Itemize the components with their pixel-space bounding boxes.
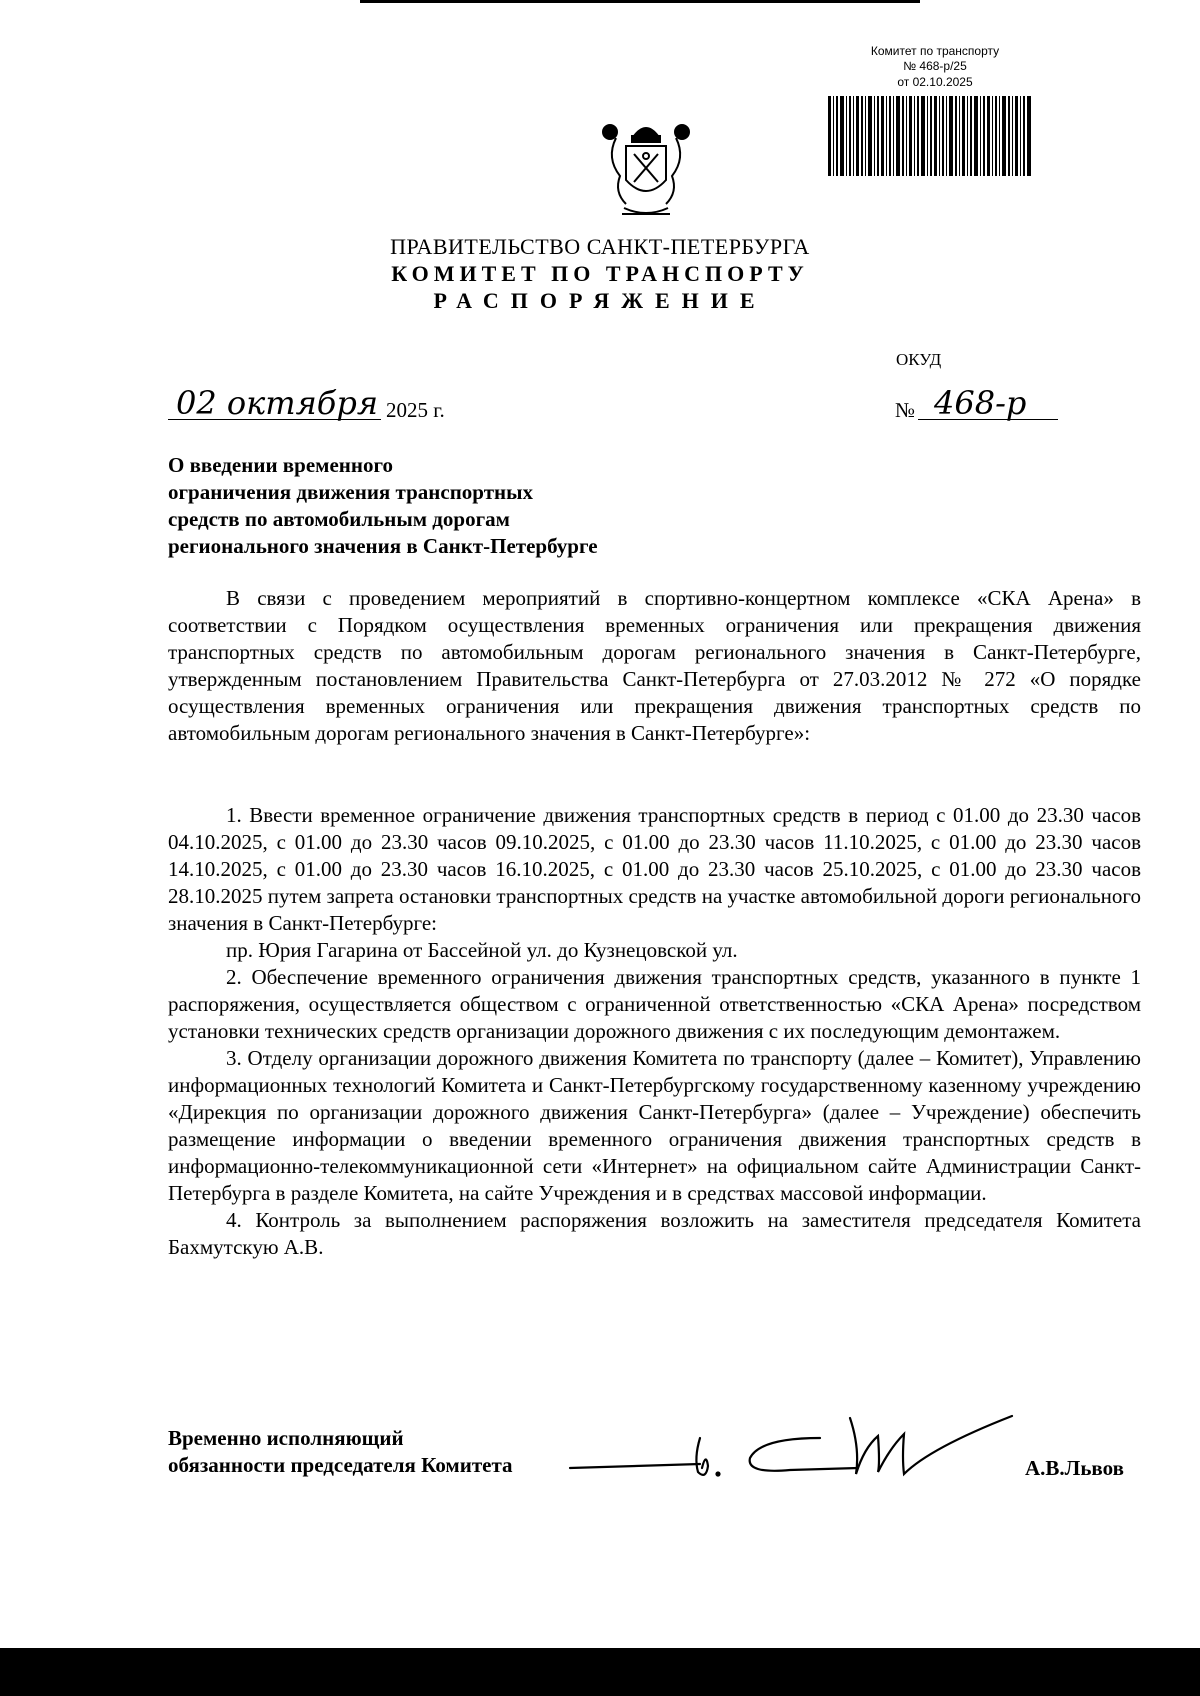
handwritten-number: 468-р [934,384,1027,422]
signer-position-line1: Временно исполняющий [168,1426,404,1450]
barcode-image [828,96,1034,176]
title-line: средств по автомобильным дорогам [168,507,510,531]
registration-stamp-date: от 02.10.2025 [897,75,973,89]
number-sign: № [895,398,916,422]
government-heading: ПРАВИТЕЛЬСТВО САНКТ-ПЕТЕРБУРГА [390,234,810,259]
preamble-text: В связи с проведением мероприятий в спортивно-концертном комплексе «СКА Арена» в соответствии с Порядком осуществления временных ограничения или прекращения движения транспортных средств по автомобильным дорогам регионального значения в Санкт-Петербурге, утвержденным постановлением Правительства Санкт-Петербурга от 27.03.2012 № 272 «О порядке осуществления временных ограничения или прекращения движения транспортных средств по автомобильным дорогам регионального значения в Санкт-Петербурге»: [168,586,1141,745]
date-year: 2025 г. [386,398,445,422]
number-underline [918,419,1058,420]
preamble-paragraph [168,585,1141,747]
okud-label: ОКУД [896,350,942,369]
item-2: 2. Обеспечение временного ограничения движения транспортных средств, указанного в пункте 1 распоряжения, осуществляется обществом с ограниченной ответственностью «СКА Арена» посредством установки технических средств организации дорожного движения с их последующим демонтажем. [168,965,1141,1043]
item-4: 4. Контроль за выполнением распоряжения возложить на заместителя председателя Комитета Бахмутскую А.В. [168,1208,1141,1259]
item-1: 1. Ввести временное ограничение движения транспортных средств в период с 01.00 до 23.30 часов 04.10.2025, с 01.00 до 23.30 часов 09.10.2025, с 01.00 до 23.30 часов 11.10.2025, с 01.00 до 23.30 часов 14.10.2025, с 01.00 до 23.30 часов 16.10.2025, с 01.00 до 23.30 часов 25.10.2025, с 01.00 до 23.30 часов 28.10.2025 путем запрета остановки транспортных средств на участке автомобильной дороги регионального значения в Санкт-Петербурге: [168,803,1141,935]
signer-name: А.В.Львов [1025,1456,1124,1480]
coat-of-arms-emblem [596,118,696,222]
registration-stamp-line1: Комитет по транспорту [870,44,1000,58]
item-3: 3. Отделу организации дорожного движения Комитета по транспорту (далее – Комитет), Управлению информационных технологий Комитета и Санкт-Петербургскому государственному казенному учреждению «Дирекция по организации дорожного движения Санкт-Петербурга» (далее – Учреждение) обеспечить размещение информации о введении временного ограничения движения транспортных средств в информационно-телекоммуникационной сети «Интернет» на официальном сайте Администрации Санкт-Петербурга в разделе Комитета, на сайте Учреждения и в средствах массовой информации. [168,1046,1141,1205]
document-title [168,452,728,560]
scan-edge-mark [360,0,920,3]
item-1-street: пр. Юрия Гагарина от Бассейной ул. до Кузнецовской ул. [226,938,738,962]
handwritten-signature [560,1408,1020,1498]
document-type-heading: РАСПОРЯЖЕНИЕ [433,288,767,313]
title-line: ограничения движения транспортных [168,480,534,504]
title-line: О введении временного [168,453,393,477]
signer-position [168,1425,513,1479]
order-items [168,802,1141,1261]
signer-position-line2: обязанности председателя Комитета [168,1453,513,1477]
committee-heading: КОМИТЕТ ПО ТРАНСПОРТУ [391,261,809,286]
title-line: регионального значения в Санкт-Петербурге [168,534,598,558]
registration-stamp-number: № 468-р/25 [903,59,967,73]
date-underline [168,419,381,420]
scan-bottom-border [0,1648,1200,1696]
handwritten-date: 02 октября [176,384,378,422]
